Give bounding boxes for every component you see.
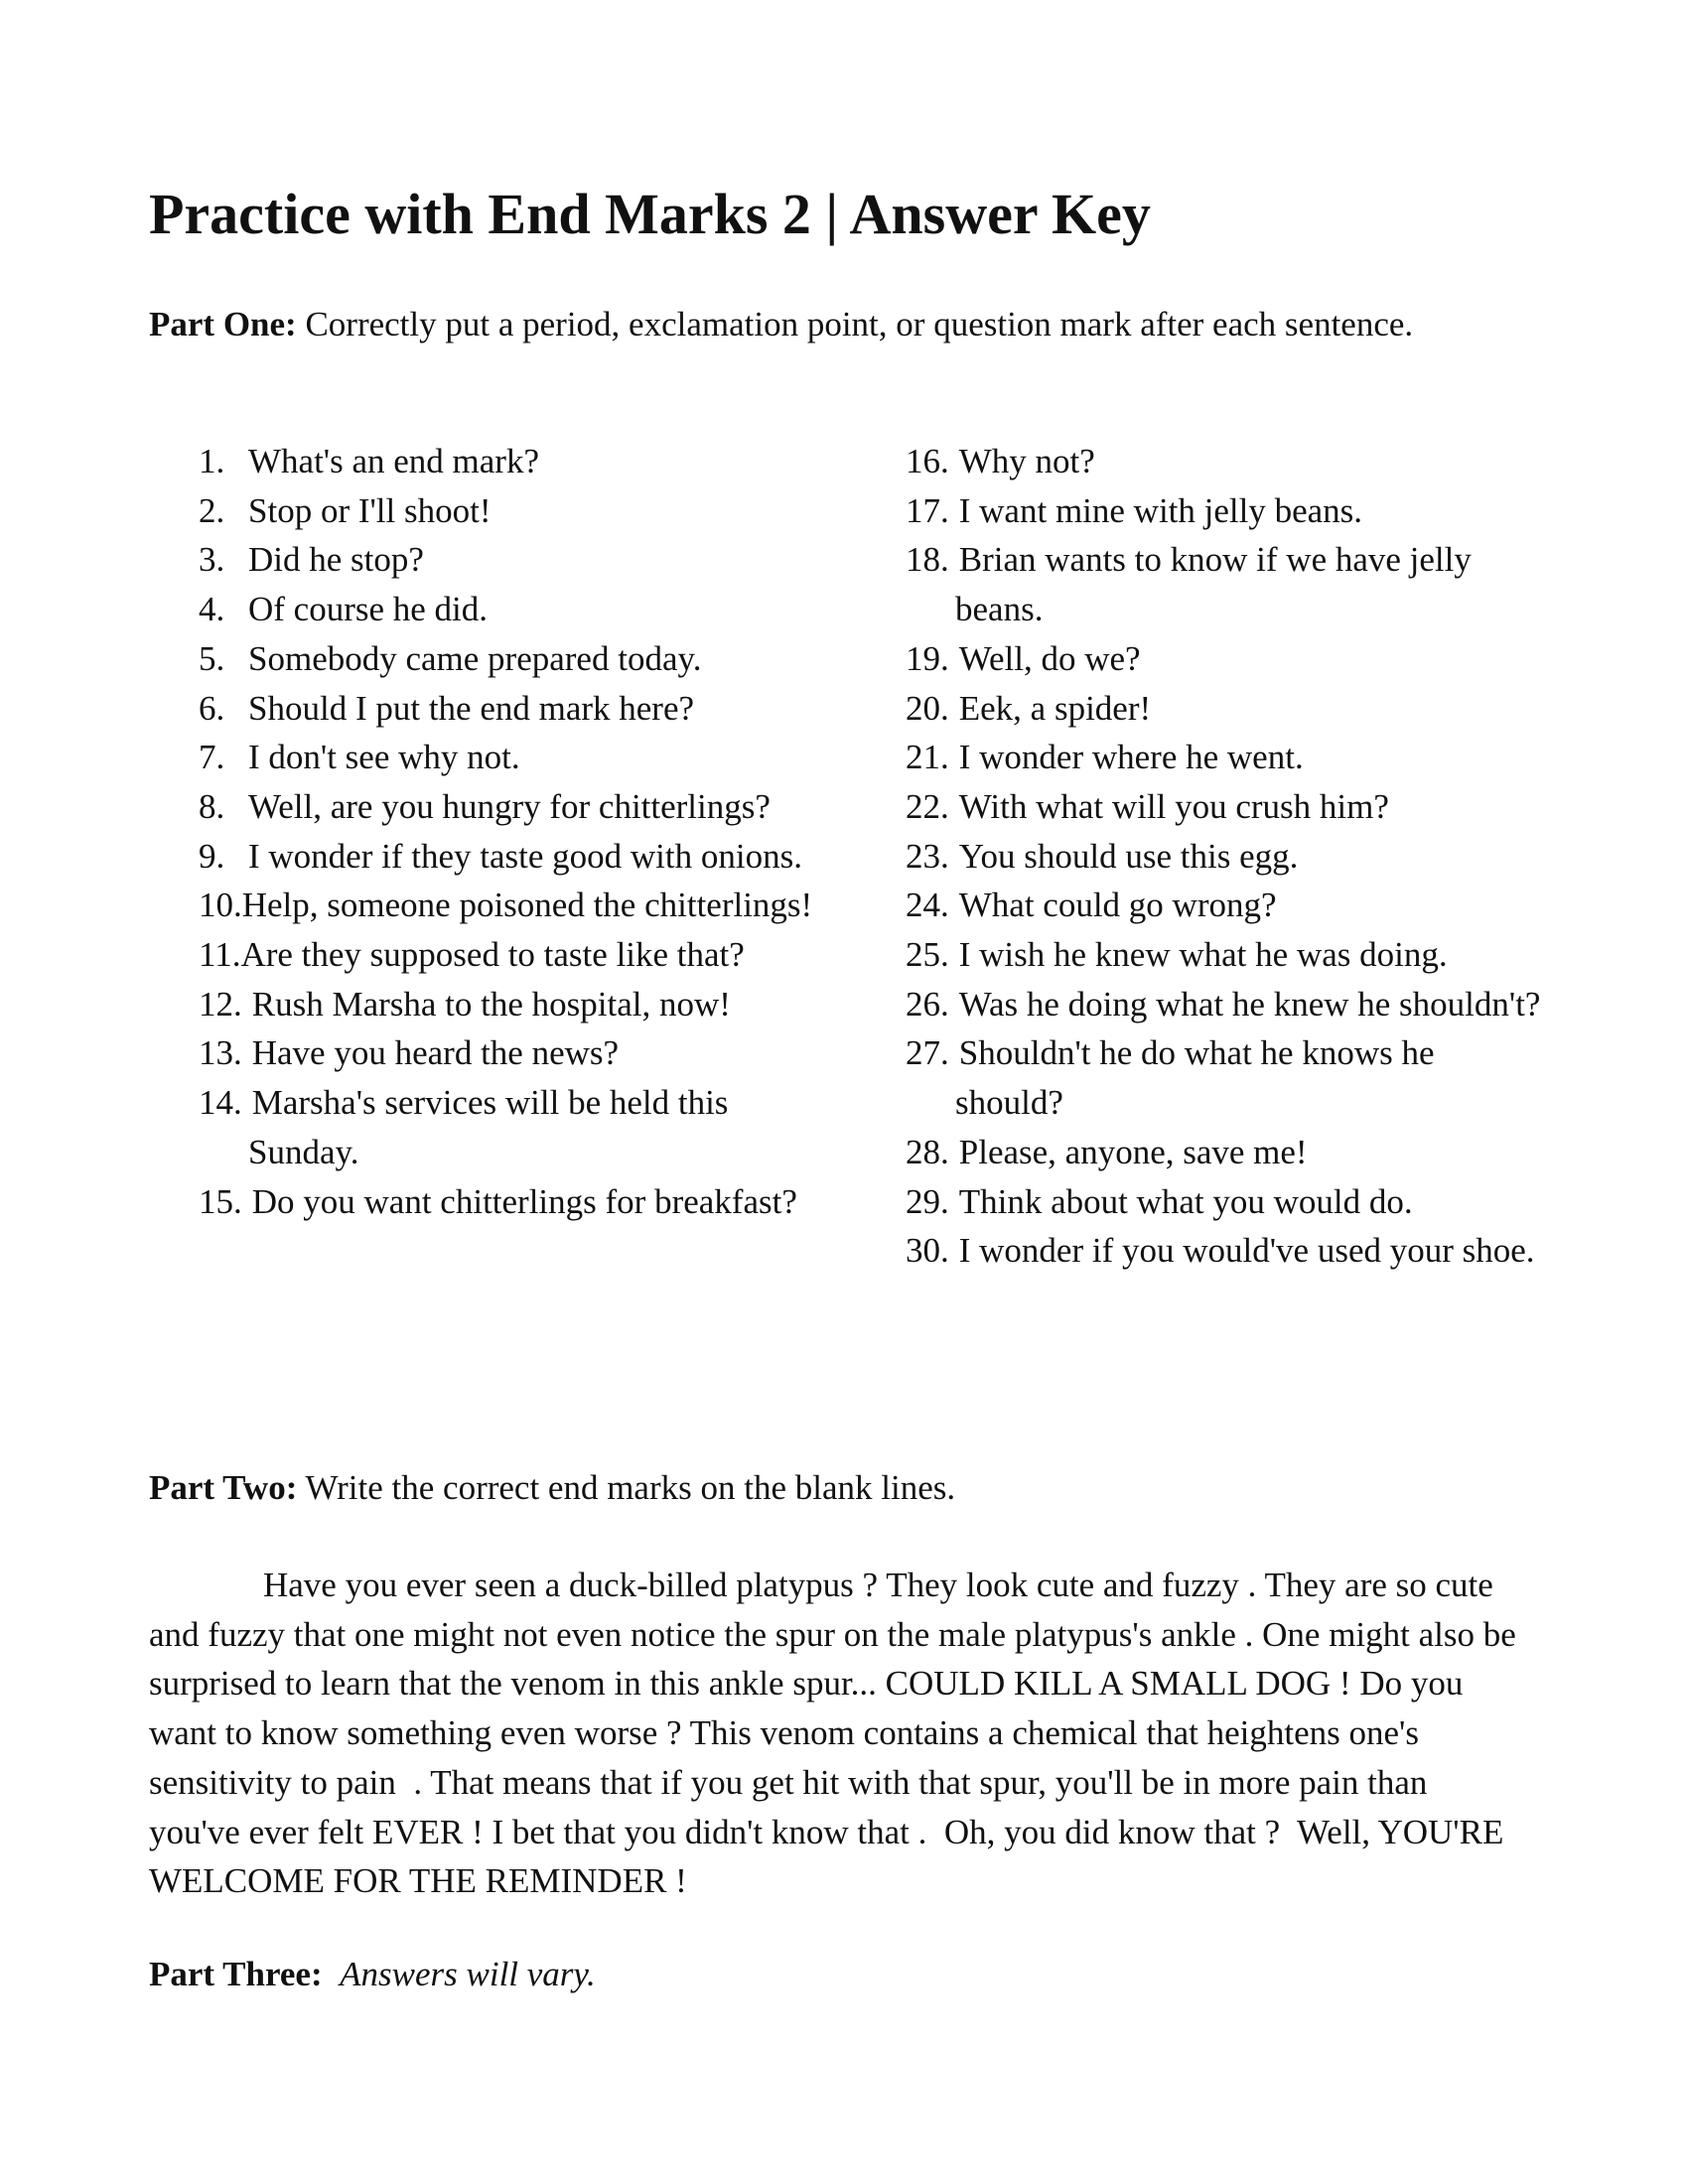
question-number: 12. — [199, 984, 242, 1024]
part-three — [149, 1952, 596, 1996]
question-item — [906, 535, 1551, 633]
question-item — [199, 733, 834, 782]
question-number: 15. — [199, 1181, 242, 1221]
question-item — [199, 1078, 834, 1176]
question-item — [199, 634, 834, 684]
question-item — [906, 437, 1551, 486]
part-two-label: Part Two: — [149, 1468, 298, 1507]
question-text: Well, are you hungry for chitterlings? — [248, 786, 771, 826]
question-item — [906, 1028, 1551, 1127]
part-three-label: Part Three: — [149, 1955, 323, 1993]
question-text: You should use this egg. — [958, 836, 1299, 876]
question-text: Of course he did. — [248, 590, 489, 629]
part-one-instruction — [149, 302, 1519, 346]
question-number: 22. — [906, 786, 949, 826]
question-text: What could go wrong? — [958, 886, 1277, 925]
question-number: 1. — [199, 442, 225, 480]
question-text: I wish he knew what he was doing. — [958, 935, 1448, 975]
question-number: 10. — [199, 886, 242, 925]
question-number: 14. — [199, 1083, 242, 1123]
question-item — [199, 585, 834, 634]
question-number: 18. — [906, 540, 949, 580]
part-two-paragraph: Have you ever seen a duck-billed platypus ? They look cute and fuzzy . They are so cute and fuzzy that one might not even notice the spur on the male platypus's ankle . One might also be surprised to learn that the venom in this ankle spur... COULD KILL A SMALL DOG ! Do you want to know something even worse ? This venom contains a chemical that heightens one's sensitivity to pain . That means that if you get hit with that spur, you'll be in more pain than you've ever felt EVER ! I bet that you didn't know that . Oh, you did know that ? Well, YOU'RE WELCOME FOR THE REMINDER ! — [149, 1566, 1525, 1901]
question-number: 6. — [199, 688, 225, 728]
question-text: Do you want chitterlings for breakfast? — [251, 1181, 797, 1221]
question-text: Eek, a spider! — [958, 688, 1152, 728]
question-item — [906, 832, 1551, 882]
question-item — [199, 486, 834, 536]
question-item — [199, 535, 834, 585]
question-text: I wonder where he went. — [958, 738, 1304, 777]
page-title: Practice with End Marks 2 | Answer Key — [149, 182, 1151, 246]
question-number: 5. — [199, 638, 225, 678]
part-three-text: Answers will vary. — [340, 1955, 596, 1993]
question-number: 24. — [906, 886, 949, 925]
question-text: Somebody came prepared today. — [248, 638, 702, 678]
question-text: Shouldn't he do what he knows he should? — [955, 1033, 1435, 1123]
question-text: What's an end mark? — [248, 442, 539, 480]
question-item — [906, 980, 1551, 1029]
question-text: Well, do we? — [958, 638, 1141, 678]
question-text: Think about what you would do. — [958, 1181, 1413, 1221]
part-one-text: Correctly put a period, exclamation point, or question mark after each sentence. — [305, 305, 1414, 343]
question-item — [199, 1028, 834, 1078]
question-number: 16. — [906, 442, 949, 480]
question-text: I wonder if they taste good with onions. — [248, 836, 802, 876]
question-item — [199, 1177, 834, 1227]
part-two-text: Write the correct end marks on the blank lines. — [305, 1468, 956, 1507]
question-number: 8. — [199, 786, 225, 826]
question-item — [906, 881, 1551, 930]
question-number: 9. — [199, 836, 225, 876]
part-one-label: Part One: — [149, 305, 297, 343]
question-item — [906, 782, 1551, 832]
question-text: Help, someone poisoned the chitterlings! — [241, 886, 813, 925]
question-item — [199, 782, 834, 832]
question-number: 7. — [199, 738, 225, 777]
question-text: Brian wants to know if we have jelly beans. — [955, 540, 1472, 629]
questions-right-column — [906, 437, 1551, 1276]
question-text: I wonder if you would've used your shoe. — [958, 1231, 1535, 1271]
question-item — [906, 634, 1551, 684]
question-number: 4. — [199, 590, 225, 629]
question-number: 13. — [199, 1033, 242, 1073]
question-number: 17. — [906, 490, 949, 530]
question-item — [199, 881, 834, 930]
question-number: 2. — [199, 490, 225, 530]
question-text: With what will you crush him? — [958, 786, 1389, 826]
question-text: Stop or I'll shoot! — [248, 490, 492, 530]
question-item — [906, 1128, 1551, 1177]
question-item — [199, 684, 834, 734]
question-item — [906, 930, 1551, 980]
question-number: 21. — [906, 738, 949, 777]
question-item — [906, 486, 1551, 536]
question-item — [906, 1177, 1551, 1227]
question-item — [906, 684, 1551, 734]
question-item — [906, 733, 1551, 782]
question-number: 20. — [906, 688, 949, 728]
question-number: 23. — [906, 836, 949, 876]
question-number: 25. — [906, 935, 949, 975]
question-item — [199, 980, 834, 1029]
question-text: Please, anyone, save me! — [958, 1132, 1308, 1171]
question-text: Was he doing what he knew he shouldn't? — [958, 984, 1541, 1024]
questions-left-column — [199, 437, 834, 1226]
question-text: Should I put the end mark here? — [248, 688, 695, 728]
question-text: Rush Marsha to the hospital, now! — [251, 984, 731, 1024]
question-number: 11. — [199, 935, 241, 975]
question-item — [199, 437, 834, 486]
question-item — [199, 930, 834, 980]
question-item — [906, 1226, 1551, 1276]
question-number: 19. — [906, 638, 949, 678]
question-text: I want mine with jelly beans. — [958, 490, 1363, 530]
question-text: Why not? — [958, 442, 1095, 480]
part-two-instruction — [149, 1465, 955, 1510]
question-text: I don't see why not. — [248, 738, 520, 777]
question-number: 28. — [906, 1132, 949, 1171]
question-text: Are they supposed to taste like that? — [240, 935, 745, 975]
question-number: 3. — [199, 540, 225, 580]
question-number: 29. — [906, 1181, 949, 1221]
question-number: 30. — [906, 1231, 949, 1271]
question-item — [199, 832, 834, 882]
question-text: Marsha's services will be held this Sunday. — [248, 1083, 729, 1171]
question-text: Did he stop? — [248, 540, 424, 580]
question-number: 26. — [906, 984, 949, 1024]
question-text: Have you heard the news? — [251, 1033, 620, 1073]
question-number: 27. — [906, 1033, 949, 1073]
